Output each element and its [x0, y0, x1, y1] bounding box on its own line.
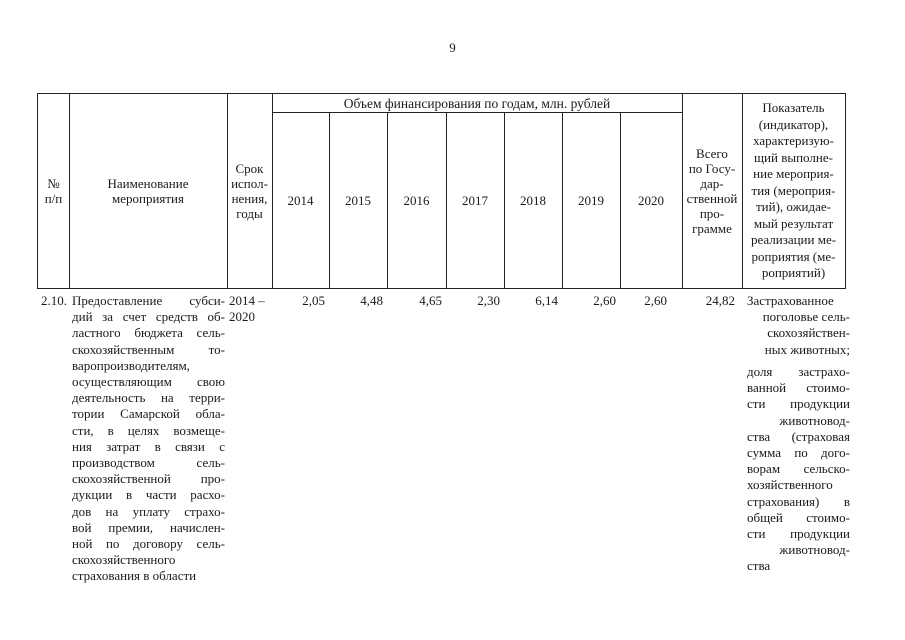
value-2014: 2,05 [302, 293, 325, 308]
text-line: ния затрат в связи с [72, 438, 225, 454]
text-line: ных животных; [764, 341, 850, 357]
text-line: дукции в части расхо- [72, 487, 225, 503]
header-year-2018: 2018 [520, 192, 546, 208]
value-2018: 6,14 [535, 293, 558, 308]
text-line: скохозяйствен- [767, 325, 850, 341]
header-year-2019: 2019 [578, 192, 604, 208]
text-line: ванной стоимо- [747, 380, 850, 396]
text-line: поголовье сель- [762, 309, 850, 325]
text-line: деятельность на терри- [72, 390, 225, 406]
text-line: вой премии, начислен- [72, 519, 225, 535]
text-line: дий за счет средств об- [72, 309, 225, 325]
text-line: страхования) в [747, 493, 850, 509]
text-line: ной по договору сель- [72, 536, 225, 552]
header-term: Срок испол- нения, годы [231, 161, 268, 221]
row-name [72, 293, 225, 585]
row-term-line: 2020 [229, 309, 255, 324]
text-line: скохозяйственным то- [72, 341, 225, 357]
row-indicator-b [747, 364, 850, 575]
text-line: ства [747, 558, 771, 574]
text-line: сумма по дого- [747, 445, 850, 461]
value-2017: 2,30 [477, 293, 500, 308]
text-line: сти продукции [747, 526, 850, 542]
header-year-2017: 2017 [462, 192, 488, 208]
text-line: сти продукции [747, 396, 850, 412]
text-line: ластного бюджета сель- [72, 325, 225, 341]
text-line: дов на уплату страхо- [72, 503, 225, 519]
text-line: скохозяйственного [72, 552, 176, 568]
text-line: животновод- [779, 542, 850, 558]
text-line: производством сель- [72, 455, 225, 471]
header-year-2016: 2016 [403, 192, 430, 208]
table-header [37, 93, 846, 289]
row-indicator-a [747, 293, 850, 358]
value-total: 24,82 [705, 293, 735, 308]
value-2016: 4,65 [419, 293, 442, 308]
header-funding-group: Объем финансирования по годам, млн. рублей [343, 95, 611, 111]
text-line: доля застрахо- [747, 364, 850, 379]
text-line: Предоставление субси- [72, 293, 225, 308]
header-indicator: Показатель (индикатор), характеризую- щий выполне- ние мероприя- тия (мероприя- тий), ожидае- мый результат реализации ме- роприятия (ме- роприятий) [750, 100, 837, 281]
text-line: общей стоимо- [747, 509, 850, 525]
value-2015: 4,48 [360, 293, 383, 308]
text-line: скохозяйственной про- [72, 471, 225, 487]
header-year-2020: 2020 [638, 192, 664, 208]
value-2019: 2,60 [593, 293, 616, 308]
text-line: Застрахованное [747, 293, 834, 308]
text-line: животновод- [779, 412, 850, 428]
header-num: № п/п [44, 176, 63, 206]
value-2020: 2,60 [644, 293, 667, 308]
row-term [229, 293, 273, 325]
text-line: хозяйственного [747, 477, 833, 493]
header-year-2015: 2015 [345, 192, 371, 208]
page-number: 9 [449, 40, 456, 55]
row-term-line: 2014 – [229, 293, 265, 308]
text-line: страхования в области [72, 568, 197, 584]
header-total: Всего по Госу- дар- ственной про- грамме [686, 146, 738, 236]
text-line: осуществляющим свою [72, 374, 225, 390]
text-line: тории Самарской обла- [72, 406, 225, 422]
text-line: ства (страховая [747, 428, 850, 444]
header-year-2014: 2014 [287, 192, 314, 208]
text-line: сти, в целях возмеще- [72, 422, 225, 438]
header-name: Наименование мероприятия [107, 176, 189, 206]
row-num: 2.10. [41, 293, 67, 308]
text-line: варопроизводителям, [72, 357, 190, 373]
text-line: ворам сельско- [747, 461, 850, 477]
